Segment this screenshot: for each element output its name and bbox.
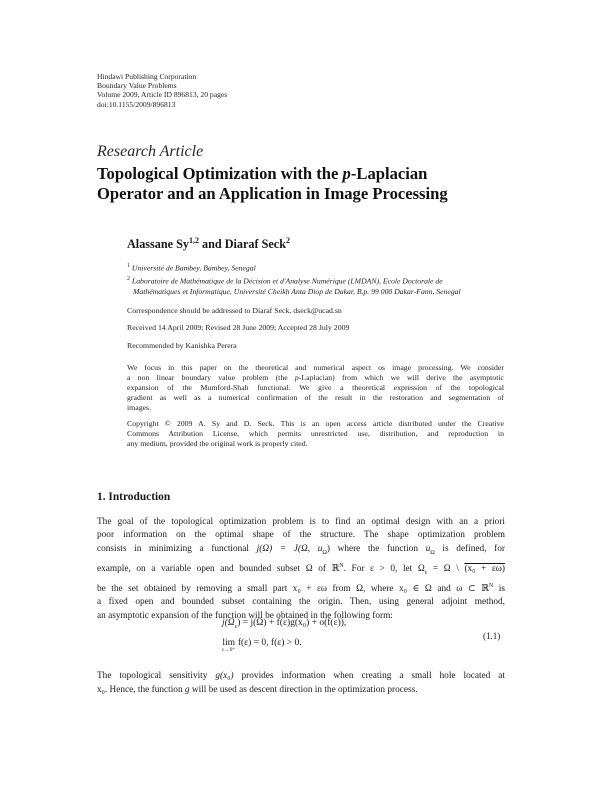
journal-header <box>97 72 227 109</box>
article-type: Research Article <box>97 143 204 160</box>
correspondence-note: Correspondence should be addressed to Diaraf Seck, dseck@ucad.sn <box>127 306 342 315</box>
recommended-by: Recommended by Kanishka Perera <box>127 341 237 350</box>
title-line-1: Topological Optimization with the p-Laplacian <box>97 164 428 183</box>
title-line-2: Operator and an Application in Image Processing <box>97 184 448 203</box>
equation-line-2: lim $^{\varepsilon\to 0^+}$ f(ε) = 0, f(ε) > 0. <box>222 638 302 653</box>
doi-link[interactable]: doi:10.1155/2009/896813 <box>97 99 176 109</box>
copyright-notice: Copyright © 2009 A. Sy and D. Seck. This is an open access article distributed under the Creative Commons Attribution License, which permits unrestricted use, distribution, and reproduction in any medium, provided the original work is properly cited. <box>127 419 504 449</box>
intro-paragraph: The goal of the topological optimization problem is to find an optimal design with an a priori poor information on the optimal shape of the structure. The shape optimization problem consists in minimizing a functional j(Ω) = J(Ω, $u_\Omega$) where the function $u_\Omega$ is defined, for example, on a variable open and bounded subset Ω of ℝ$^N$. For ε > 0, let $\Omega_\varepsilon = \Omega$ \ (x₀ + εω) be the set obtained by removing a small part x₀ + εω from Ω, where x₀ ∈ Ω and ω ⊂ ℝ$^N$ is a fixed open and bounded subset containing the origin. Then, using general adjoint method, an asymptotic expansion of the function will be obtained in the following form: <box>97 517 506 621</box>
publisher-name: Hindawi Publishing Corporation <box>97 72 197 81</box>
abstract: We focus in this paper on the theoretical and numerical aspect os image processing. We consider a non linear boundary value problem (the p-Laplacian) from which we will derive the asymptotic expansion of the Mumford-Shah functional. We give a theoretical expression of the topological gradient as well as a numerical confirmation of the result in the restoration and segmentation of images. <box>127 363 504 413</box>
author-list: Alassane Sy$^{1,2}$ and Diaraf Seck$^2$ <box>127 236 290 252</box>
equation-line-1: $j(\Omega_\varepsilon) = j(\Omega) + f(\varepsilon)g(x_0) + o(f(\varepsilon))$, <box>222 618 347 630</box>
journal-name: Boundary Value Problems <box>97 81 177 91</box>
volume-info: Volume 2009, Article ID 896813, 20 pages <box>97 90 228 100</box>
affiliation-2: $^2$ Laboratoire de Mathématique de la Décision et d'Analyse Numérique (LMDAN), Ecole Doctorale de <box>127 275 443 286</box>
equation-number: (1.1) <box>483 631 501 641</box>
sensitivity-paragraph: The topological sensitivity g(x₀) provides information when creating a small hole located at x₀. Hence, the function g will be used as descent direction in the optimization process. <box>97 671 505 695</box>
affiliation-2-cont: Mathématiques et Informatique, Université Cheikh Anta Diop de Dakar, B.p. 99 000 Dakar-Fann, Senegal <box>133 286 461 296</box>
paper-title <box>97 164 448 204</box>
section-heading: 1. Introduction <box>97 491 171 503</box>
author-name: Diaraf Seck <box>224 237 286 252</box>
author-name: Alassane Sy <box>127 237 189 252</box>
affiliations <box>127 261 505 297</box>
affiliation-1: $^1$ Université de Bambey, Bambey, Senegal <box>127 263 256 273</box>
publication-dates: Received 14 April 2009; Revised 28 June 2009; Accepted 28 July 2009 <box>127 323 350 332</box>
